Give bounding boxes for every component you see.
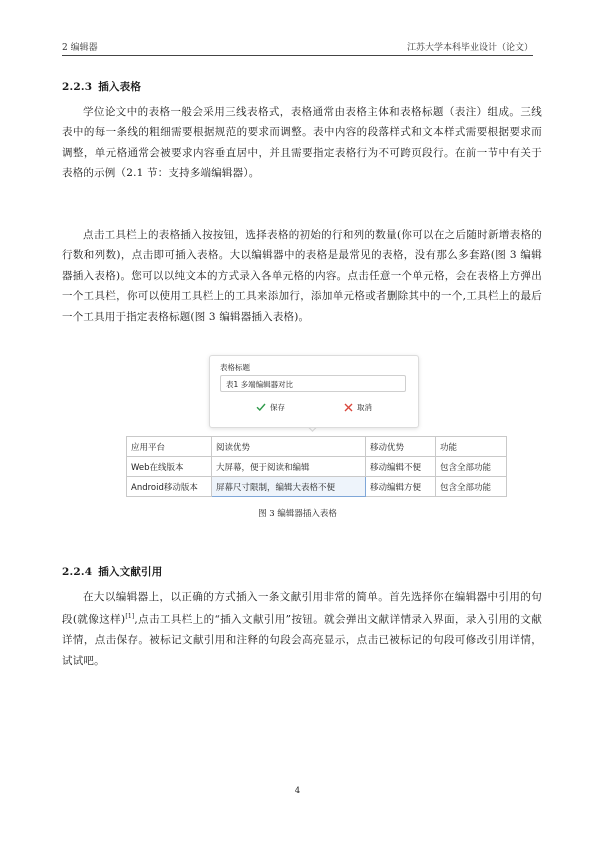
header-rule bbox=[62, 55, 533, 56]
citation-marker[interactable]: [1] bbox=[125, 613, 135, 621]
paragraph: 学位论文中的表格一般会采用三线表格式，表格通常由表格主体和表格标题（表注）组成。三线表中的每一条线的粗细需要根据规范的要求而调整。表中内容的段落样式和文本样式需要根据要求而调整，单元格通常会被要求内容垂直居中，并且需要指定表格行为不可跨页段行。在前一节中有关于表格的示例（2.1 节：支持多端编辑器）。 bbox=[62, 106, 542, 180]
table-header-row bbox=[127, 437, 507, 457]
table-title-popup bbox=[209, 355, 419, 428]
save-button[interactable] bbox=[256, 400, 285, 414]
table-title-input[interactable]: 表1 多端编辑器对比 bbox=[220, 375, 406, 392]
table-header-cell[interactable]: 应用平台 bbox=[127, 437, 212, 457]
section-title: 插入文献引用 bbox=[98, 566, 163, 578]
table-header-cell[interactable]: 移动优势 bbox=[366, 437, 436, 457]
page-header bbox=[62, 40, 533, 56]
paragraph bbox=[62, 587, 542, 671]
figure-caption: 图 3 编辑器插入表格 bbox=[258, 509, 337, 519]
section-number: 2.2.4 bbox=[62, 566, 93, 578]
paragraph-text: ,点击工具栏上的“插入文献引用”按钮。就会弹出文献详情录入界面，录入引用的文献详情，点击保存。被标记文献引用和注释的句段会高亮显示，点击已被标记的句段可修改引用详情，试试吧。 bbox=[62, 613, 542, 667]
close-icon bbox=[344, 403, 353, 412]
editor-comparison-table bbox=[126, 436, 507, 497]
table-header-cell[interactable]: 阅读优势 bbox=[212, 437, 366, 457]
check-icon bbox=[256, 403, 266, 411]
table-cell[interactable]: 包含全部功能 bbox=[436, 457, 507, 477]
table-cell[interactable]: 移动编辑不便 bbox=[366, 457, 436, 477]
cancel-label: 取消 bbox=[357, 402, 372, 412]
table-cell[interactable]: Android移动版本 bbox=[127, 477, 212, 497]
table-cell[interactable]: 包含全部功能 bbox=[436, 477, 507, 497]
table-cell[interactable]: 大屏幕，便于阅读和编辑 bbox=[212, 457, 366, 477]
table-cell[interactable]: Web在线版本 bbox=[127, 457, 212, 477]
table-cell-selected[interactable]: 屏幕尺寸限制，编辑大表格不便 bbox=[212, 477, 366, 497]
section-number: 2.2.3 bbox=[62, 81, 93, 93]
table-row bbox=[127, 477, 507, 497]
save-label: 保存 bbox=[270, 402, 285, 412]
paragraph: 点击工具栏上的表格插入按按钮，选择表格的初始的行和列的数量(你可以在之后随时新增表格的行数和列数)，点击即可插入表格。大以编辑器中的表格是最常见的表格，没有那么多套路(图 3 编辑器插入表格)。您可以以纯文本的方式录入各单元格的内容。点击任意一个单元格，会在表格上方弹出一个工具栏，你可以使用工具栏上的工具来添加行，添加单元格或者删除其中的一个,工具栏上的最后一个工具用于指定表格标题(图 3 编辑器插入表格)。 bbox=[62, 229, 542, 323]
cancel-button[interactable] bbox=[344, 400, 372, 414]
header-chapter: 2 编辑器 bbox=[62, 43, 98, 53]
paragraph-text: 在大以编辑器上，以正确的方式插入一条文献引用非常的简单。首先选择你在编辑器中引用的句段(就像这样) bbox=[62, 591, 542, 626]
section-heading-2-2-3 bbox=[62, 79, 141, 94]
section-heading-2-2-4 bbox=[62, 564, 162, 579]
table-row bbox=[127, 457, 507, 477]
page-number: 4 bbox=[294, 786, 301, 796]
table-cell[interactable]: 移动编辑方便 bbox=[366, 477, 436, 497]
section-title: 插入表格 bbox=[98, 81, 142, 93]
table-title-label: 表格标题 bbox=[220, 363, 250, 372]
table-header-cell[interactable]: 功能 bbox=[436, 437, 507, 457]
header-thesis-title: 江苏大学本科毕业设计（论文） bbox=[406, 43, 533, 53]
